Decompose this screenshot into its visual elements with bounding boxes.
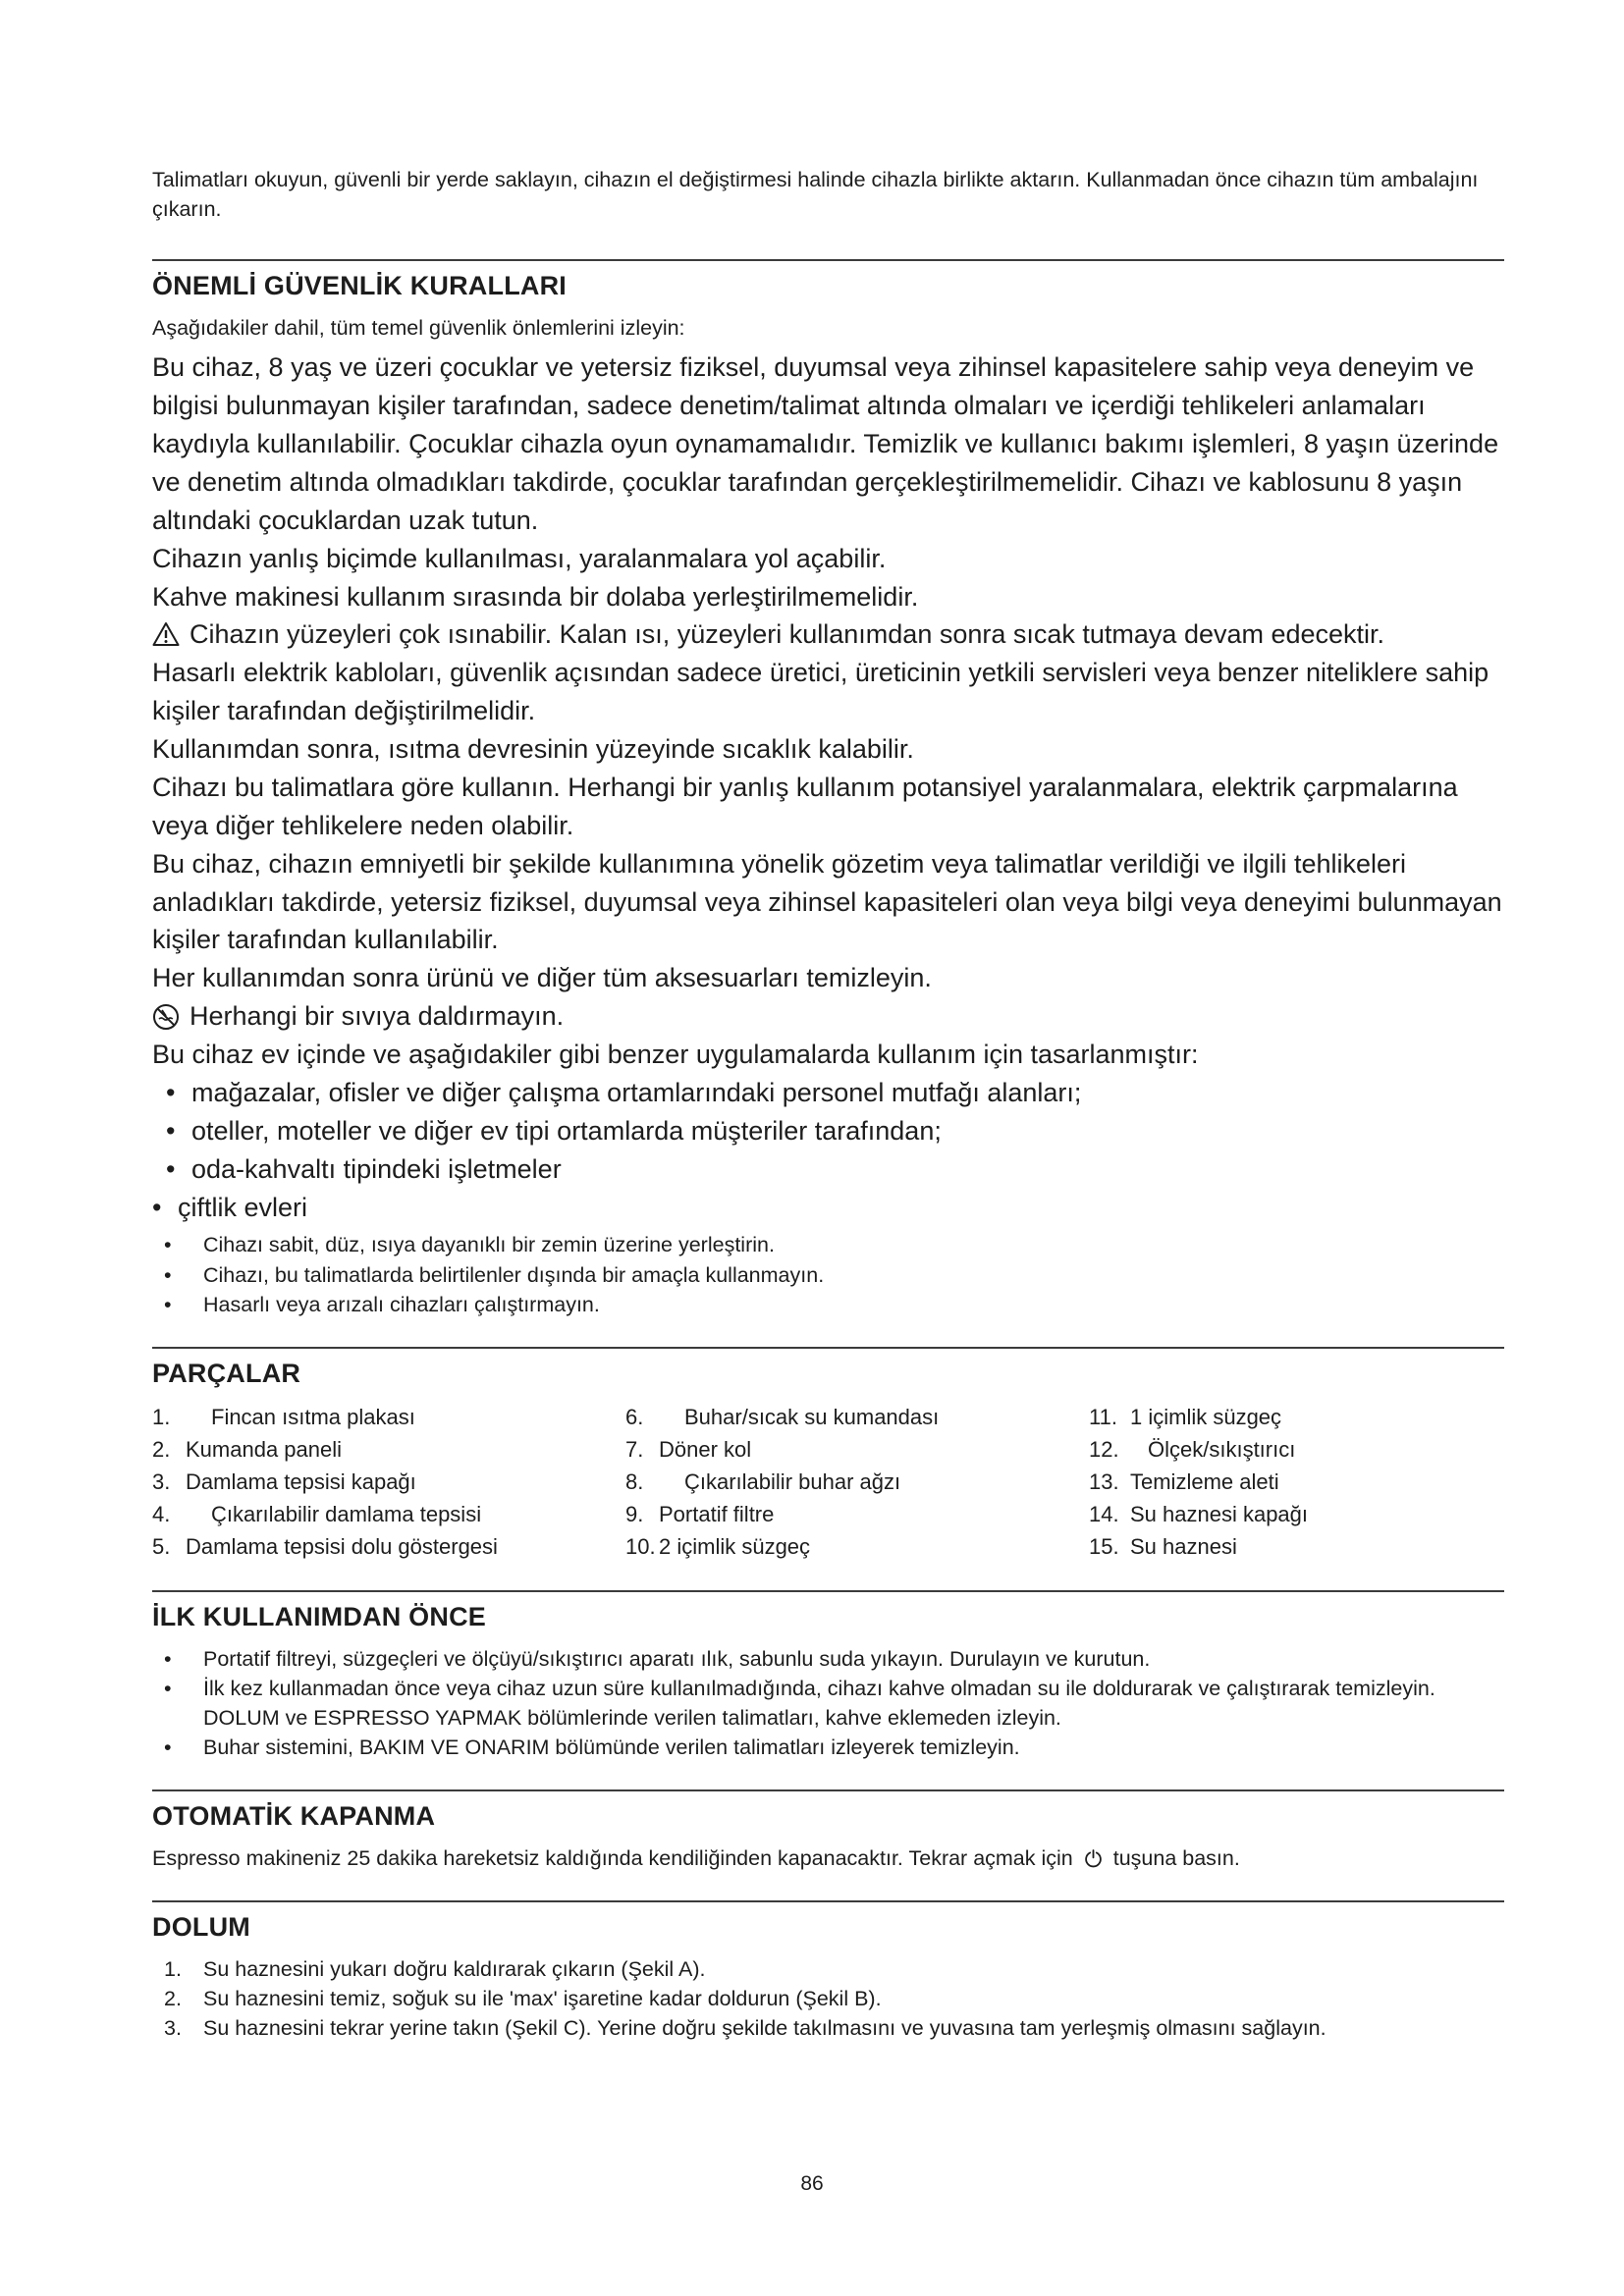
part-number: 1.: [152, 1404, 171, 1429]
step-text: Su haznesini tekrar yerine takın (Şekil C). Yerine doğru şekilde takılmasını ve yuvasına tam yerleşmiş olmasını sağlayın.: [203, 2016, 1326, 2041]
auto-off-paragraph: [152, 1843, 1504, 1873]
bullet-marker: •: [164, 1646, 172, 1671]
bullet-marker: •: [166, 1153, 176, 1184]
safety-section-title: ÖNEMLİ GÜVENLİK KURALLARI: [152, 271, 567, 301]
safety-small-bullet-list: [152, 1230, 1504, 1318]
section-parts: [152, 1347, 1504, 1563]
part-label: Çıkarılabilir buhar ağzı: [684, 1468, 901, 1494]
list-item: [152, 2013, 1504, 2043]
step-number: 1.: [164, 1957, 182, 1982]
filling-step-list: [152, 1954, 1504, 2043]
step-text: Su haznesini yukarı doğru kaldırarak çıkarın (Şekil A).: [203, 1957, 706, 1982]
part-item: [625, 1433, 1089, 1466]
step-number: 2.: [164, 1987, 182, 2011]
section-filling: [152, 1900, 1504, 2043]
list-item: [152, 1074, 1504, 1112]
part-number: 6.: [625, 1404, 644, 1429]
safety-paragraph-residual-heat: Kullanımdan sonra, ısıtma devresinin yüzeyinde sıcaklık kalabilir.: [152, 734, 914, 765]
page-number: 86: [800, 2172, 824, 2195]
first-use-bullet-text: Buhar sistemini, BAKIM VE ONARIM bölümünde verilen talimatları izleyerek temizleyin.: [203, 1735, 1020, 1759]
section-divider: [152, 1900, 1504, 1902]
bullet-marker: •: [164, 1233, 172, 1257]
household-bullet-text: oda-kahvaltı tipindeki işletmeler: [191, 1153, 562, 1184]
part-label: Su haznesi: [1130, 1533, 1237, 1559]
no-immersion-icon: [152, 1003, 180, 1031]
filling-section-title: DOLUM: [152, 1912, 250, 1943]
hot-surface-warning-icon: [152, 621, 180, 647]
part-item: [625, 1530, 1089, 1563]
bullet-marker: •: [164, 1735, 172, 1759]
bullet-marker: •: [166, 1115, 176, 1146]
bullet-marker: •: [164, 1676, 172, 1700]
part-item: [152, 1466, 625, 1498]
safety-paragraph-clean-after-use: Her kullanımdan sonra ürünü ve diğer tüm aksesuarları temizleyin.: [152, 963, 932, 993]
bullet-marker: •: [152, 1192, 162, 1222]
part-number: 2.: [152, 1436, 171, 1462]
bullet-marker: •: [164, 1262, 172, 1287]
step-text: Su haznesini temiz, soğuk su ile 'max' işaretine kadar doldurun (Şekil B).: [203, 1987, 882, 2011]
part-label: Çıkarılabilir damlama tepsisi: [211, 1501, 482, 1526]
part-item: [152, 1530, 625, 1563]
part-label: Döner kol: [659, 1436, 752, 1462]
part-label: Fincan ısıtma plakası: [211, 1404, 415, 1429]
part-number: 3.: [152, 1468, 171, 1494]
safety-paragraph-hot-surface: [152, 615, 1504, 654]
parts-column-1: [152, 1401, 625, 1563]
section-divider: [152, 1347, 1504, 1349]
safety-paragraph-use-instructions: Cihazı bu talimatlara göre kullanın. Herhangi bir yanlış kullanım potansiyel yaralanmalara, elektrik çarpmalarına veya diğer tehlikelere neden olabilir.: [152, 772, 1458, 840]
part-number: 7.: [625, 1436, 644, 1462]
part-label: 2 içimlik süzgeç: [659, 1533, 811, 1559]
part-label: Damlama tepsisi dolu göstergesi: [186, 1533, 498, 1559]
part-label: Portatif filtre: [659, 1501, 775, 1526]
small-bullet-text: Hasarlı veya arızalı cihazları çalıştırmayın.: [203, 1292, 600, 1316]
list-item: [152, 1644, 1504, 1674]
safety-paragraph-no-immersion: [152, 997, 1504, 1036]
auto-off-section-title: OTOMATİK KAPANMA: [152, 1801, 436, 1832]
part-label: Ölçek/sıkıştırıcı: [1148, 1436, 1296, 1462]
part-item: [152, 1498, 625, 1530]
safety-paragraph-capabilities: Bu cihaz, cihazın emniyetli bir şekilde kullanımına yönelik gözetim veya talimatlar verildiği ve ilgili tehlikeleri anladıkları takdirde, yetersiz fiziksel, duyumsal veya zihinsel kapasiteleri olan veya bilgi veya deneyimi bulunmayan kişiler tarafından kullanılabilir.: [152, 848, 1502, 955]
part-item: [625, 1466, 1089, 1498]
list-item: [152, 1674, 1504, 1733]
part-item: [625, 1401, 1089, 1433]
first-use-section-title: İLK KULLANIMDAN ÖNCE: [152, 1601, 486, 1631]
list-item: [152, 1290, 1504, 1319]
first-use-bullet-text: Portatif filtreyi, süzgeçleri ve ölçüyü/sıkıştırıcı aparatı ılık, sabunlu suda yıkayın. Durulayın ve kurutun.: [203, 1646, 1151, 1671]
part-number: 5.: [152, 1533, 171, 1559]
part-item: [625, 1498, 1089, 1530]
list-item: [152, 1260, 1504, 1290]
part-number: 15.: [1089, 1533, 1119, 1559]
part-item: [1089, 1401, 1504, 1433]
auto-off-text-after: tuşuna basın.: [1112, 1846, 1240, 1871]
part-label: 1 içimlik süzgeç: [1130, 1404, 1282, 1429]
part-number: 4.: [152, 1501, 171, 1526]
step-number: 3.: [164, 2016, 182, 2041]
safety-paragraph-cupboard: Kahve makinesi kullanım sırasında bir dolaba yerleştirilmemelidir.: [152, 581, 919, 612]
hot-surface-warning-text: Cihazın yüzeyleri çok ısınabilir. Kalan ısı, yüzeyleri kullanımdan sonra sıcak tutmaya devam edecektir.: [189, 619, 1385, 650]
part-item: [152, 1433, 625, 1466]
household-bullet-list: [152, 1074, 1504, 1189]
list-item: [152, 1954, 1504, 1984]
list-item: [152, 1733, 1504, 1762]
no-immersion-text: Herhangi bir sıvıya daldırmayın.: [189, 1001, 565, 1032]
part-item: [152, 1401, 625, 1433]
part-number: 10.: [625, 1533, 656, 1559]
parts-column-3: [1089, 1401, 1504, 1563]
safety-paragraph-cables: Hasarlı elektrik kabloları, güvenlik açısından sadece üretici, üreticinin yetkili servisleri veya benzer niteliklere sahip kişiler tarafından değiştirilmelidir.: [152, 658, 1489, 726]
part-label: Damlama tepsisi kapağı: [186, 1468, 416, 1494]
section-divider: [152, 1590, 1504, 1592]
safety-lead: Aşağıdakiler dahil, tüm temel güvenlik önlemlerini izleyin:: [152, 316, 685, 341]
list-item: [152, 1112, 1504, 1150]
part-label: Kumanda paneli: [186, 1436, 343, 1462]
safety-paragraph-misuse: Cihazın yanlış biçimde kullanılması, yaralanmalara yol açabilir.: [152, 543, 887, 573]
section-auto-off: [152, 1789, 1504, 1873]
part-number: 14.: [1089, 1501, 1119, 1526]
parts-column-2: [625, 1401, 1089, 1563]
list-item: [152, 1189, 1504, 1227]
safety-paragraph-household-intro: Bu cihaz ev içinde ve aşağıdakiler gibi benzer uygulamalarda kullanım için tasarlanmıştır:: [152, 1040, 1199, 1070]
first-use-bullet-text: İlk kez kullanmadan önce veya cihaz uzun süre kullanılmadığında, cihazı kahve olmadan su ile doldurarak ve çalıştırarak temizleyin. DOLUM ve ESPRESSO YAPMAK bölümlerinde verilen talimatları, kahve eklemeden izleyin.: [203, 1676, 1435, 1730]
bullet-marker: •: [164, 1292, 172, 1316]
part-number: 12.: [1089, 1436, 1119, 1462]
list-item: [152, 1984, 1504, 2013]
auto-off-text-before: Espresso makineniz 25 dakika hareketsiz kaldığında kendiliğinden kapanacaktır. Tekrar açmak için: [152, 1846, 1073, 1871]
section-divider: [152, 259, 1504, 261]
section-safety: [152, 259, 1504, 1319]
part-label: Buhar/sıcak su kumandası: [684, 1404, 940, 1429]
part-number: 9.: [625, 1501, 644, 1526]
list-item: [152, 1150, 1504, 1189]
small-bullet-text: Cihazı sabit, düz, ısıya dayanıklı bir zemin üzerine yerleştirin.: [203, 1233, 775, 1257]
first-use-bullet-list: [152, 1644, 1504, 1762]
part-number: 8.: [625, 1468, 644, 1494]
part-number: 11.: [1089, 1404, 1117, 1429]
part-number: 13.: [1089, 1468, 1119, 1494]
household-bullet-text: oteller, moteller ve diğer ev tipi ortamlarda müşteriler tarafından;: [191, 1115, 942, 1146]
household-bullet-text: mağazalar, ofisler ve diğer çalışma ortamlarındaki personel mutfağı alanları;: [191, 1077, 1082, 1107]
section-divider: [152, 1789, 1504, 1791]
part-item: [1089, 1433, 1504, 1466]
page-content: [152, 165, 1504, 2043]
safety-paragraph-children: Bu cihaz, 8 yaş ve üzeri çocuklar ve yetersiz fiziksel, duyumsal veya zihinsel kapasitelere sahip veya deneyim ve bilgisi bulunmayan kişiler tarafından, sadece denetim/talimat altında olmaları ve içerdiği tehlikeleri anlamaları kaydıyla kullanılabilir. Çocuklar cihazla oyun oynamamalıdır. Temizlik ve kullanıcı bakımı işlemleri, 8 yaşın üzerinde ve denetim altında olmadıkları takdirde, çocuklar tarafından gerçekleştirilmemelidir. Cihazı ve kablosunu 8 yaşın altındaki çocuklardan uzak tutun.: [152, 352, 1499, 535]
part-label: Su haznesi kapağı: [1130, 1501, 1309, 1526]
part-item: [1089, 1498, 1504, 1530]
farm-bullet-text: çiftlik evleri: [178, 1192, 308, 1222]
part-label: Temizleme aleti: [1130, 1468, 1279, 1494]
parts-list: [152, 1401, 1504, 1563]
small-bullet-text: Cihazı, bu talimatlarda belirtilenler dışında bir amaçla kullanmayın.: [203, 1262, 825, 1287]
intro-paragraph: Talimatları okuyun, güvenli bir yerde saklayın, cihazın el değiştirmesi halinde cihazla birlikte aktarın. Kullanmadan önce cihazın tüm ambalajını çıkarın.: [152, 168, 1479, 222]
bullet-marker: •: [166, 1077, 176, 1107]
list-item: [152, 1230, 1504, 1259]
part-item: [1089, 1530, 1504, 1563]
section-first-use: [152, 1590, 1504, 1762]
parts-section-title: PARÇALAR: [152, 1358, 301, 1388]
part-item: [1089, 1466, 1504, 1498]
power-icon: [1084, 1849, 1103, 1868]
